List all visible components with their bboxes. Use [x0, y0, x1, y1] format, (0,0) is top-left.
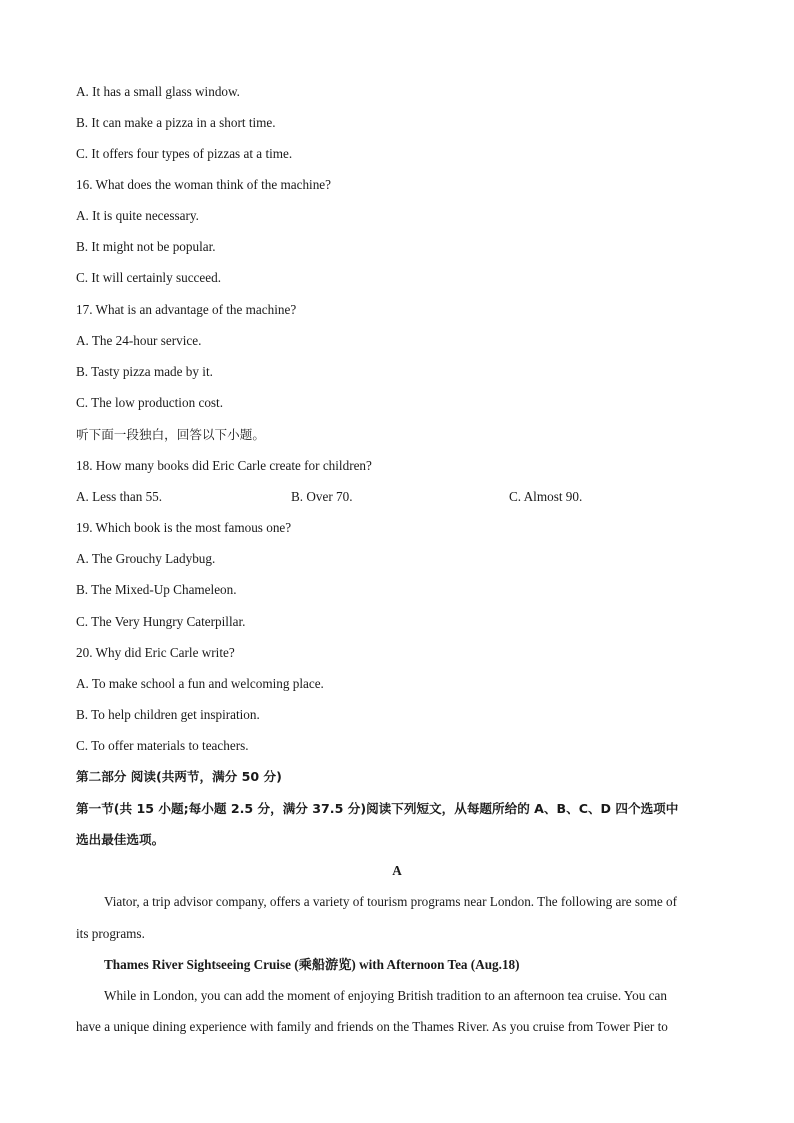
- intro-line-1: Viator, a trip advisor company, offers a variety of tourism programs near London. The following are some of: [104, 894, 678, 909]
- q18-question: 18. How many books did Eric Carle create for children?: [76, 458, 372, 473]
- q17-question: 17. What is an advantage of the machine?: [76, 302, 297, 317]
- q19-option-a: A. The Grouchy Ladybug.: [76, 551, 216, 566]
- q20-question: 20. Why did Eric Carle write?: [76, 645, 235, 660]
- q20-option-b: B. To help children get inspiration.: [76, 707, 260, 722]
- q16-question: 16. What does the woman think of the machine?: [76, 177, 332, 192]
- q19-question: 19. Which book is the most famous one?: [76, 520, 292, 535]
- q18-option-b: B. Over 70.: [291, 489, 353, 504]
- monologue-instruction: 听下面一段独白，回答以下小题。: [76, 427, 265, 442]
- q18-option-a: A. Less than 55.: [76, 489, 163, 504]
- q17-option-a: A. The 24-hour service.: [76, 333, 202, 348]
- program-title: Thames River Sightseeing Cruise (乘船游览) with Afternoon Tea (Aug.18): [104, 957, 520, 972]
- q20-option-a: A. To make school a fun and welcoming place.: [76, 676, 324, 691]
- q20-option-c: C. To offer materials to teachers.: [76, 738, 249, 753]
- section1-heading-line1: 第一节(共 15 小题;每小题 2.5 分，满分 37.5 分)阅读下列短文，从每题所给的 A、B、C、D 四个选项中: [76, 801, 679, 816]
- q17-option-b: B. Tasty pizza made by it.: [76, 364, 213, 379]
- section1-heading-line2: 选出最佳选项。: [76, 832, 165, 847]
- body-line-1: While in London, you can add the moment of enjoying British tradition to an afternoon tea cruise. You can: [104, 988, 667, 1003]
- q15-option-a: A. It has a small glass window.: [76, 84, 240, 99]
- q19-option-c: C. The Very Hungry Caterpillar.: [76, 614, 246, 629]
- q16-option-b: B. It might not be popular.: [76, 239, 216, 254]
- q16-option-a: A. It is quite necessary.: [76, 208, 199, 223]
- body-line-2: have a unique dining experience with family and friends on the Thames River. As you cruise from Tower Pier to: [76, 1019, 668, 1034]
- q15-option-b: B. It can make a pizza in a short time.: [76, 115, 276, 130]
- q15-option-c: C. It offers four types of pizzas at a time.: [76, 146, 293, 161]
- q19-option-b: B. The Mixed-Up Chameleon.: [76, 582, 237, 597]
- q17-option-c: C. The low production cost.: [76, 395, 224, 410]
- q16-option-c: C. It will certainly succeed.: [76, 270, 222, 285]
- q18-option-c: C. Almost 90.: [509, 489, 583, 504]
- passage-label: A: [392, 863, 402, 878]
- part2-heading: 第二部分 阅读(共两节，满分 50 分): [76, 769, 282, 784]
- intro-line-2: its programs.: [76, 926, 145, 941]
